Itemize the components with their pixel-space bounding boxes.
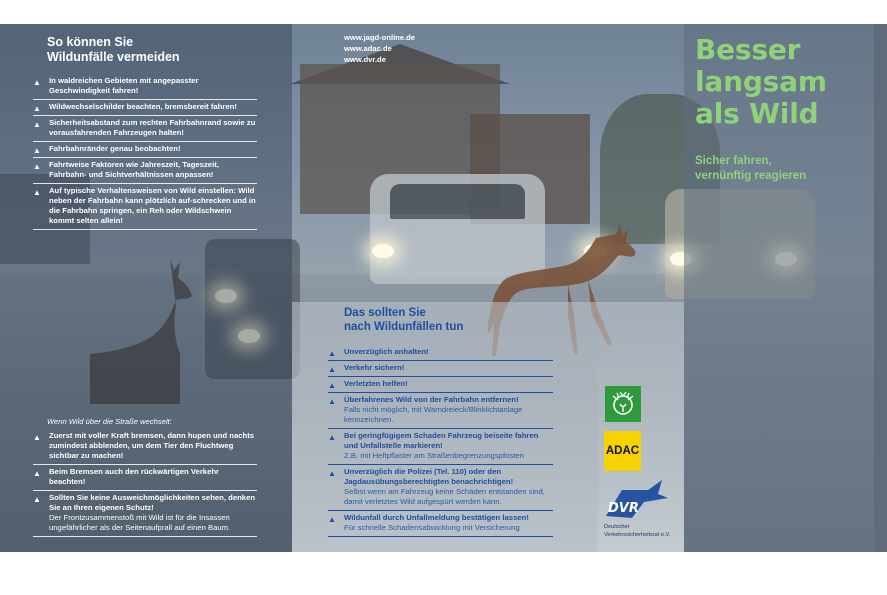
mid-heading-line-2: nach Wildunfällen tun bbox=[344, 321, 464, 333]
website-links bbox=[344, 32, 415, 65]
action-item: ▲ Beim Bremsen auch den rückwärtigen Verkehr beachten! bbox=[33, 465, 257, 491]
triangle-bullet-icon: ▲ bbox=[328, 397, 336, 406]
step-item: ▲ Verkehr sichern! bbox=[328, 361, 553, 377]
triangle-bullet-icon: ▲ bbox=[33, 188, 41, 197]
link-dvr[interactable]: www.dvr.de bbox=[344, 55, 386, 64]
left-heading bbox=[47, 35, 180, 65]
deer-antler-emblem-icon bbox=[609, 390, 637, 418]
jagd-logo bbox=[605, 386, 641, 422]
left-heading-line-1: So können Sie bbox=[47, 35, 134, 49]
triangle-bullet-icon: ▲ bbox=[33, 146, 41, 155]
adac-logo: ADAC bbox=[604, 431, 641, 471]
triangle-bullet-icon: ▲ bbox=[328, 381, 336, 390]
main-subtitle: Sicher fahren, vernünftig reagieren bbox=[695, 155, 807, 182]
step-item: ▲ Unverzüglich die Polizei (Tel. 110) oder den Jagdausübungsberechtigten benachrichtigen! Selbst wenn am Fahrzeug keine Schäden entstanden sind, damit verletztes Wild aufgespürt werden kann. bbox=[328, 465, 553, 511]
crossing-caption: Wenn Wild über die Straße wechselt: bbox=[47, 417, 172, 426]
step-item: ▲ Überfahrenes Wild von der Fahrbahn entfernen! Falls nicht möglich, mit Warndreieck/Blinklichtanlage kennzeichnen. bbox=[328, 393, 553, 429]
triangle-bullet-icon: ▲ bbox=[33, 495, 41, 504]
step-item: ▲ Bei geringfügigem Schaden Fahrzeug beiseite fahren und Unfallstelle markieren! Z.B. mit Heftpflaster am Straßenbegrenzungspfosten bbox=[328, 429, 553, 465]
tip-item: ▲ Wildwechselschilder beachten, bremsbereit fahren! bbox=[33, 100, 257, 116]
after-accident-heading bbox=[344, 306, 463, 334]
tip-item: ▲ Fahrtweise Faktoren wie Jahreszeit, Tageszeit, Fahrbahn- und Sichtverhältnissen anpassen! bbox=[33, 158, 257, 184]
tip-item: ▲ Sicherheitsabstand zum rechten Fahrbahnrand sowie zu vorausfahrenden Fahrzeugen halten! bbox=[33, 116, 257, 142]
triangle-bullet-icon: ▲ bbox=[33, 162, 41, 171]
svg-text:DVR: DVR bbox=[608, 501, 639, 516]
flyer-spread bbox=[0, 24, 887, 552]
step-item: ▲ Unverzüglich anhalten! bbox=[328, 345, 553, 361]
after-accident-steps-list bbox=[328, 345, 553, 537]
triangle-bullet-icon: ▲ bbox=[33, 433, 41, 442]
triangle-bullet-icon: ▲ bbox=[33, 78, 41, 87]
tip-item: ▲ In waldreichen Gebieten mit angepasster Geschwindigkeit fahren! bbox=[33, 74, 257, 100]
link-adac[interactable]: www.adac.de bbox=[344, 44, 392, 53]
triangle-bullet-icon: ▲ bbox=[328, 349, 336, 358]
left-heading-line-2: Wildunfälle vermeiden bbox=[47, 50, 180, 64]
action-item: ▲ Zuerst mit voller Kraft bremsen, dann hupen und nachts zumindest abblenden, um dem Tier den Fluchtweg sichtbar zu machen! bbox=[33, 429, 257, 465]
triangle-bullet-icon: ▲ bbox=[33, 104, 41, 113]
tip-item: ▲ Auf typische Verhaltensweisen von Wild einstellen: Wild neben der Fahrbahn kann plötzlich auf-schrecken und in die Fahrbahn springen, ein Reh oder Wildschwein kommt selten allein! bbox=[33, 184, 257, 230]
triangle-bullet-icon: ▲ bbox=[328, 515, 336, 524]
triangle-bullet-icon: ▲ bbox=[328, 433, 336, 442]
crossing-actions-list bbox=[33, 429, 257, 537]
dvr-logo bbox=[602, 476, 672, 522]
triangle-bullet-icon: ▲ bbox=[33, 469, 41, 478]
right-edge-strip bbox=[874, 24, 887, 552]
prevention-tips-list bbox=[33, 74, 257, 230]
triangle-bullet-icon: ▲ bbox=[328, 365, 336, 374]
mid-heading-line-1: Das sollten Sie bbox=[344, 307, 426, 319]
triangle-bullet-icon: ▲ bbox=[33, 120, 41, 129]
dvr-caption: Deutscher Verkehrssicherheitsrat e.V. bbox=[604, 524, 671, 538]
link-jagd-online[interactable]: www.jagd-online.de bbox=[344, 33, 416, 42]
step-item: ▲ Verletzten helfen! bbox=[328, 377, 553, 393]
tip-item: ▲ Fahrbahnränder genau beobachten! bbox=[33, 142, 257, 158]
main-title: Besser langsam als Wild bbox=[695, 33, 827, 130]
action-item: ▲ Sollten Sie keine Ausweichmöglichkeiten sehen, denken Sie an Ihren eigenen Schutz! Der Frontzusammenstoß mit Wild ist für die Insassen ungefährlicher als der Seitenaufprall auf einen Baum. bbox=[33, 491, 257, 537]
triangle-bullet-icon: ▲ bbox=[328, 469, 336, 478]
step-item: ▲ Wildunfall durch Unfallmeldung bestätigen lassen! Für schnelle Schadensabwicklung mit Versicherung bbox=[328, 511, 553, 537]
